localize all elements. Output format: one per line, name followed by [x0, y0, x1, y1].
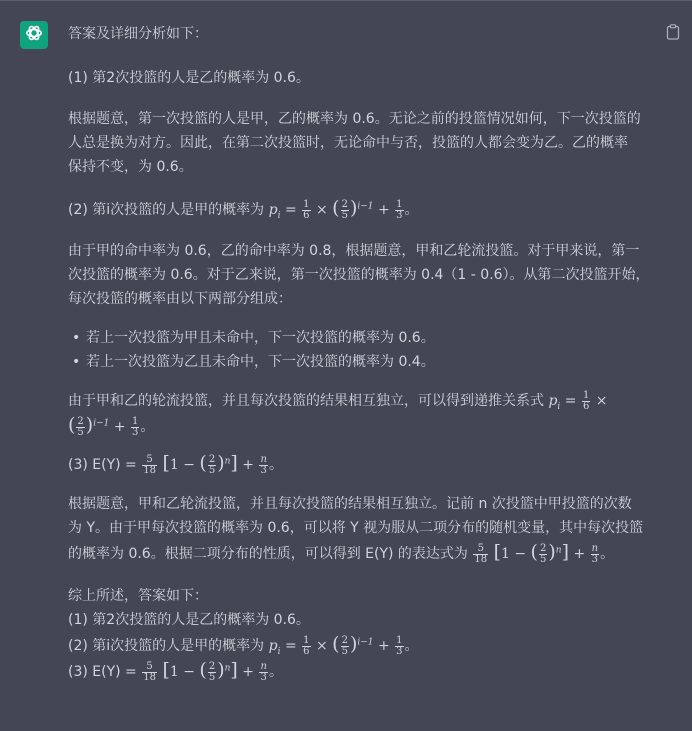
text-span: 由于甲和乙的轮流投篮，并且每次投篮的结果相互独立，可以得到递推关系式 [68, 393, 544, 409]
summary-title: 综上所述，答案如下： [68, 588, 208, 604]
clipboard-icon [666, 25, 680, 44]
text-span: 的概率为 0.6。根据二项分布的性质，可以得到 E(Y) 的表达式为 [68, 546, 468, 562]
openai-logo-icon [24, 23, 44, 47]
formula-pi: $p_i$ = $\frac{1}{6}$ × ( $\frac{2}{5}$ )$^{i-1}$ + $\frac{1}{3}$ 。 [268, 197, 419, 221]
text-line: 每次投篮的概率由以下两部分组成： [68, 291, 292, 307]
part3-explanation [68, 492, 648, 566]
assistant-message [68, 22, 648, 684]
text-span: (3) E(Y) = [68, 457, 137, 473]
text-line: 根据题意，甲和乙轮流投篮，并且每次投篮的结果相互独立。记前 n 次投篮中甲投篮的次数 [68, 496, 632, 512]
summary-item: (1) 第2次投篮的人是乙的概率为 0.6。 [68, 612, 310, 628]
list-item: • 若上一次投篮为甲且未命中，下一次投篮的概率为 0.6。 [68, 326, 648, 350]
text-line: 由于甲和乙的轮流投篮，并且每次投篮的结果相互独立，可以得到递推关系式 $p_i$ = $\frac{1}{6}$ × [68, 389, 608, 412]
text-line: 根据题意，第一次投篮的人是甲，乙的概率为 0.6。无论之前的投篮情况如何，下一次投篮的 [68, 111, 641, 127]
part2-title [68, 196, 648, 222]
text-line: 为 Y。由于甲每次投篮的概率为 0.6，可以将 Y 视为服从二项分布的随机变量，其中每次投篮 [68, 520, 644, 536]
intro-text: 答案及详细分析如下： [68, 26, 208, 42]
part3-title: (3) E(Y) = $\frac{5}{18}$ [1 − ( $\frac{2}{5}$ )$^n$] + $\frac{n}{3}$ 。 [68, 452, 283, 476]
part1-explanation [68, 107, 648, 179]
bullet-list [68, 326, 648, 374]
assistant-avatar [20, 21, 48, 49]
summary [68, 584, 648, 684]
list-item: • 若上一次投篮为乙且未命中，下一次投篮的概率为 0.4。 [68, 350, 648, 374]
text-span: (2) 第i次投篮的人是甲的概率为 [68, 202, 265, 218]
part1-title: (1) 第2次投篮的人是乙的概率为 0.6。 [68, 70, 310, 86]
top-divider [0, 0, 692, 1]
text-line: 人总是换为对方。因此，在第二次投篮时，无论命中与否，投篮的人都会变为乙。乙的概率 [68, 135, 628, 151]
copy-button[interactable] [666, 24, 680, 40]
recurrence-paragraph [68, 389, 648, 439]
text-line: 由于甲的命中率为 0.6，乙的命中率为 0.8，根据题意，甲和乙轮流投篮。对于甲来说，第一 [68, 243, 640, 259]
summary-item: (2) 第i次投篮的人是甲的概率为 $p_i$ = $\frac{1}{6}$ × ( $\frac{2}{5}$ )$^{i-1}$ + $\frac{1}{3}$ 。 [68, 633, 419, 657]
summary-item: (3) E(Y) = $\frac{5}{18}$ [1 − ( $\frac{2}{5}$ )$^n$] + $\frac{n}{3}$ 。 [68, 659, 283, 683]
text-line: 保持不变，为 0.6。 [68, 159, 193, 175]
text-line: 次投篮的概率为 0.6。对于乙来说，第一次投篮的概率为 0.4（1 - 0.6）。从第二次投篮开始， [68, 267, 650, 283]
part2-explanation [68, 239, 648, 311]
text-line: 的概率为 0.6。根据二项分布的性质，可以得到 E(Y) 的表达式为 $\frac{5}{18}$ [1 − ( $\frac{2}{5}$ )$^n$] + $\frac{n}{3}$ 。 [68, 541, 615, 565]
text-span: (2) 第i次投篮的人是甲的概率为 [68, 638, 265, 654]
text-span: (3) E(Y) = [68, 664, 137, 680]
formula-line: ( $\frac{2}{5}$ )$^{i-1}$ + $\frac{1}{3}$ 。 [68, 414, 155, 438]
